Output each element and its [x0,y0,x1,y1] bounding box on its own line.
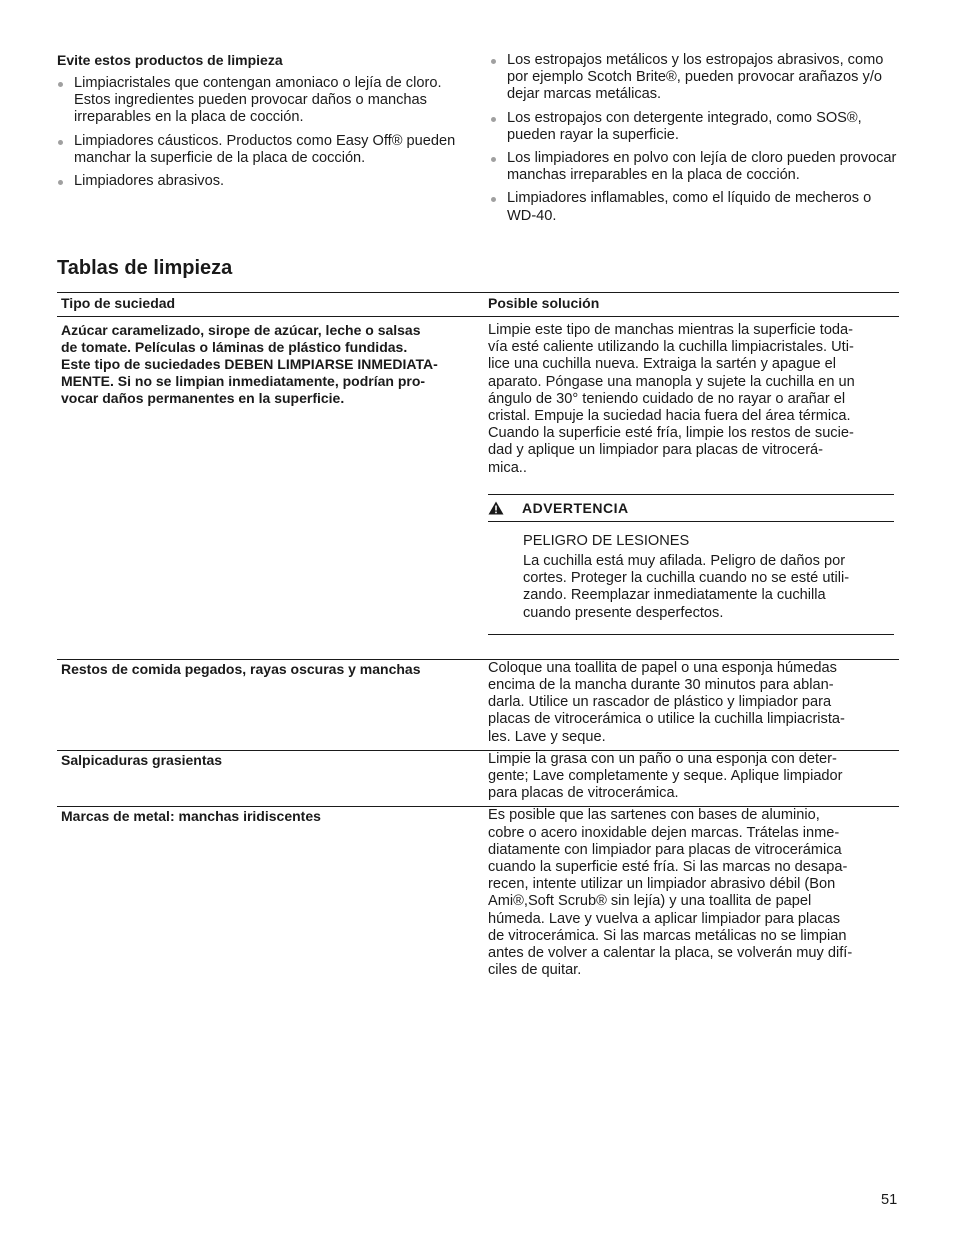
list-item: Limpiadores abrasivos. [57,173,457,190]
list-item: Limpiadores inflamables, como el líquido de mecheros o WD-40. [490,190,898,224]
bullet-icon [491,197,496,202]
solution-cell: Limpie la grasa con un paño o una esponja con deter- gente; Lave completamente y seque. Aplique limpiador para placas de vitrocerámica. [488,750,843,802]
page-number: 51 [881,1192,898,1208]
warning-triangle-icon [488,501,504,515]
bullet-icon [58,180,63,185]
soil-type-cell: Azúcar caramelizado, sirope de azúcar, leche o salsas de tomate. Películas o láminas de plástico fundidas. Este tipo de suciedades DEBEN LIMPIARSE INMEDIATA- MENTE. Si no se limpian inmediatamente, podrían pro- vocar daños permanentes en la superficie. [61,322,438,406]
list-item: Los estropajos con detergente integrado, como SOS®, pueden rayar la superficie. [490,110,898,144]
solution-cell: Es posible que las sartenes con bases de aluminio, cobre o acero inoxidable dejen marcas. Trátelas inme- diatamente con limpiador para placas de vitrocerámica cuando la superficie esté fría. Si las marcas no desapa- recen, intente utilizar un limpiador abrasivo débil (Bon Ami®,Soft Scrub® sin lejía) y una toallita de papel húmeda. Lave y vuelva a aplicar limpiador para placas de vitrocerámica. Si las marcas metálicas no se limpian antes de volver a calentar la placa, se volverán muy difí- ciles de quitar. [488,807,853,979]
avoid-list-left [57,75,457,190]
table-row [57,317,899,647]
soil-type-cell: Salpicaduras grasientas [61,751,223,768]
warning-header [488,495,894,522]
column-header-solution: Posible solución [488,295,600,311]
avoid-products-heading: Evite estos productos de limpieza [57,52,283,68]
section-title: Tablas de limpieza [57,257,233,279]
table-row [57,806,899,985]
avoid-products-right-column [490,52,898,231]
warning-lead: PELIGRO DE LESIONES [523,532,690,549]
list-item: Limpiadores cáusticos. Productos como Easy Off® pueden manchar la superficie de la placa de cocción. [57,133,457,167]
avoid-products-left-column [57,52,457,196]
table-row [57,750,899,807]
list-item: Los estropajos metálicos y los estropajos abrasivos, como por ejemplo Scotch Brite®, pueden provocar arañazos y/o dejar marcas metálicas. [490,52,898,104]
list-item: Limpiacristales que contengan amoniaco o lejía de cloro. Estos ingredientes pueden provocar daños o manchas irreparables en la placa de cocción. [57,75,457,127]
solution-cell: Limpie este tipo de manchas mientras la superficie toda- vía esté caliente utilizando la cuchilla limpiacristales. Uti- lice una cuchilla nueva. Extraiga la sartén y apague el aparato. Póngase una manopla y sujete la cuchilla en un ángulo de 30° teniendo cuidado de no rayar o arañar el cristal. Empuje la suciedad hacia fuera del área térmica. Cuando la superficie esté fría, limpie los restos de sucie- dad y aplique un limpiador para placas de vitrocerá- mica.. ADVERTENCIA PELIGRO DE LESIONES La cuchilla está muy afilada. Peligro de daños por cortes. Proteger la cuchilla cuando no se esté utili- zando. Reemplazar inmediatamente la cuchilla cuando presente desperfectos. [488,317,899,647]
table-row [57,659,899,750]
list-item: Los limpiadores en polvo con lejía de cloro pueden provocar manchas irreparables en la placa de cocción. [490,150,898,184]
warning-box [488,494,894,635]
soil-type-cell: Marcas de metal: manchas iridiscentes [61,808,321,825]
bullet-icon [491,59,496,64]
bullet-icon [58,140,63,145]
column-header-type: Tipo de suciedad [61,295,176,311]
warning-body: PELIGRO DE LESIONES La cuchilla está muy afilada. Peligro de daños por cortes. Proteger la cuchilla cuando no se esté utili- zando. Reemplazar inmediatamente la cuchilla cuando presente desperfectos. [488,522,894,622]
bullet-icon [58,82,63,87]
bullet-icon [491,117,496,122]
soil-type-cell: Restos de comida pegados, rayas oscuras y manchas [61,660,421,677]
warning-title: ADVERTENCIA [522,499,629,516]
solution-cell: Coloque una toallita de papel o una esponja húmedas encima de la mancha durante 30 minutos para ablan- darla. Utilice un rascador de plástico y limpiador para placas de vitrocerámica o utilice la cuchilla limpiacrista- les. Lave y seque. [488,659,845,745]
bullet-icon [491,157,496,162]
avoid-list-right [490,52,898,225]
table-header-row [57,293,899,317]
cleaning-table [57,292,899,986]
